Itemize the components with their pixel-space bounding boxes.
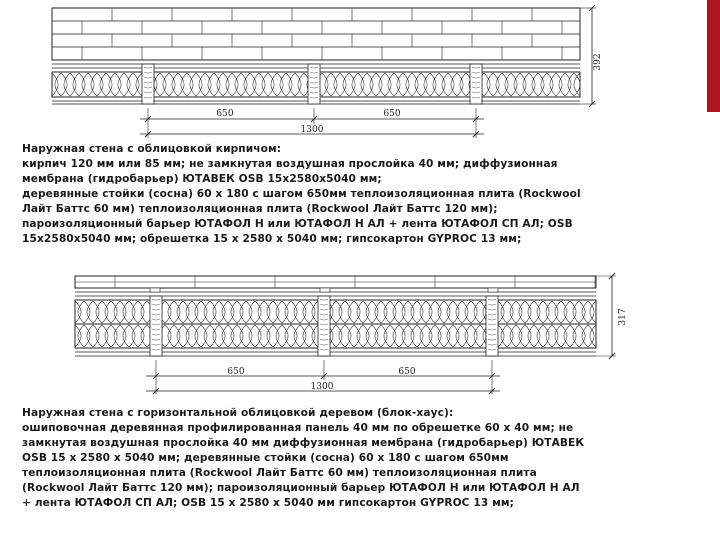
dim-right-label: 650: [398, 367, 416, 377]
caption-line: кирпич 120 мм или 85 мм; не замкнутая воздушная прослойка 40 мм; диффузионная: [22, 158, 558, 170]
caption-line: теплоизоляционная плита (Rockwool Лайт Баттс 60 мм) теплоизоляционная плита: [22, 467, 537, 479]
wall-section-wood-diagram: [0, 262, 720, 402]
caption-line: замкнутая воздушная прослойка 40 мм диффузионная мембрана (гидробарьер) ЮТАВЕК: [22, 437, 585, 449]
caption-line: мембрана (гидробарьер) ЮТАВЕК OSB 15х2580х5040 мм;: [22, 173, 382, 185]
batten: [320, 288, 330, 292]
dim-total-label: 1300: [310, 382, 334, 392]
caption-line: пароизоляционный барьер ЮТАФОЛ Н или ЮТАФОЛ Н АЛ + лента ЮТАФОЛ СП АЛ; OSB: [22, 218, 573, 230]
caption-wood-wall: [22, 406, 662, 511]
dim-right-label: 650: [383, 109, 401, 119]
caption-line: OSB 15 х 2580 х 5040 мм; деревянные стойки (сосна) 60 х 180 с шагом 650мм: [22, 452, 509, 464]
dim-height-label: 317: [618, 308, 628, 326]
batten: [488, 288, 498, 292]
wall-section-brick-diagram: [0, 0, 720, 145]
caption-line: Наружная стена с облицовкой кирпичом:: [22, 143, 282, 155]
caption-line: 15х2580х5040 мм; обрешетка 15 х 2580 х 5040 мм; гипсокартон GYPROC 13 мм;: [22, 233, 522, 245]
batten: [150, 288, 160, 292]
dim-height-label: 392: [593, 53, 603, 71]
caption-line: деревянные стойки (сосна) 60 х 180 с шагом 650мм теплоизоляционная плита (Rockwool: [22, 188, 581, 200]
caption-line: ошиповочная деревянная профилированная панель 40 мм по обрешетке 60 х 40 мм; не: [22, 422, 574, 434]
dim-total-label: 1300: [300, 125, 324, 135]
brick-cladding-layer: [52, 8, 580, 68]
dim-left-label: 650: [227, 367, 245, 377]
dim-left-label: 650: [216, 109, 234, 119]
caption-line: Лайт Баттс 60 мм) теплоизоляционная плита (Rockwool Лайт Баттс 120 мм);: [22, 203, 498, 215]
caption-brick-wall: [22, 142, 662, 247]
caption-line: + лента ЮТАФОЛ СП АЛ; OSB 15 х 2580 х 5040 мм гипсокартон GYPROC 13 мм;: [22, 497, 514, 509]
caption-line: Наружная стена с горизонтальной облицовкой деревом (блок-хаус):: [22, 407, 454, 419]
wood-cladding-layer: [75, 276, 596, 296]
caption-line: (Rockwool Лайт Баттс 120 мм); пароизоляционный барьер ЮТАФОЛ Н или ЮТАФОЛ Н АЛ: [22, 482, 580, 494]
